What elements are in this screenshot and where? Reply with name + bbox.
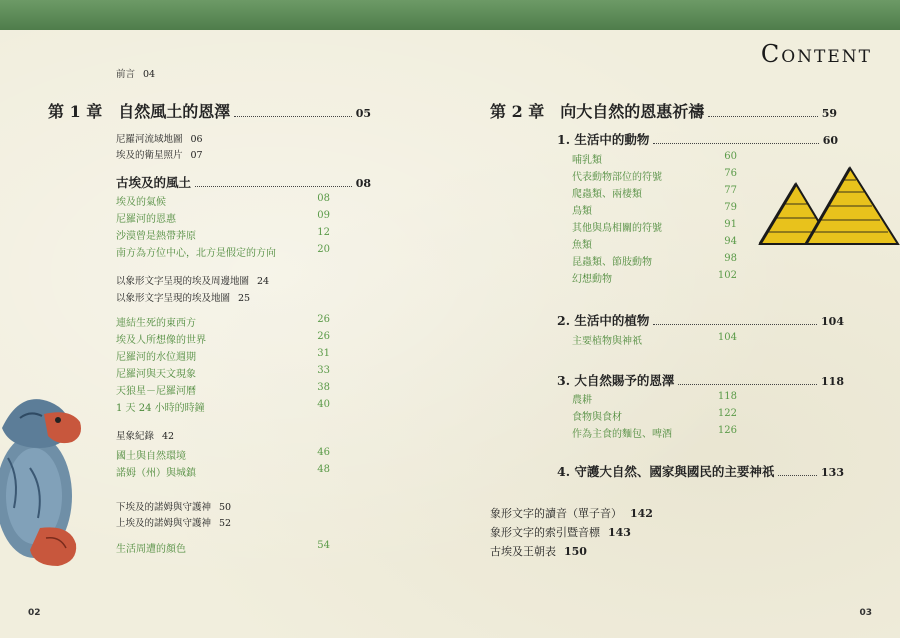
toc-item[interactable] (116, 331, 330, 346)
section-page: 133 (821, 466, 844, 479)
preface-label: 前言 (116, 69, 136, 80)
toc-item-label: 代表動物部位的符號 (572, 172, 662, 183)
dotted-leader (195, 185, 352, 187)
star-record-page: 42 (162, 431, 175, 442)
hiero-map-entry[interactable] (116, 290, 250, 304)
toc-item[interactable] (116, 210, 330, 225)
hiero-map-entry[interactable] (116, 273, 269, 287)
toc-item[interactable] (572, 151, 737, 166)
hiero-map-label: 以象形文字呈現的埃及地圖 (116, 293, 231, 304)
toc-item[interactable] (572, 270, 737, 285)
toc-item-label: 連結生死的東西方 (116, 318, 196, 329)
toc-item-page: 102 (717, 270, 737, 281)
star-record-entry[interactable] (116, 428, 174, 442)
toc-item-label: 尼羅河的恩惠 (116, 214, 176, 225)
toc-item-page: 26 (317, 331, 330, 342)
toc-item-label: 尼羅河與天文現象 (116, 369, 196, 380)
toc-item[interactable] (572, 332, 737, 347)
toc-item-page: 77 (724, 185, 737, 196)
toc-item[interactable] (116, 314, 330, 329)
toc-item-label: 生活周遭的顏色 (116, 544, 186, 555)
toc-item-page: 46 (317, 447, 330, 458)
chapter2-page: 59 (821, 107, 837, 120)
toc-item-page: 26 (317, 314, 330, 325)
toc-item[interactable] (572, 253, 737, 268)
page-number-right: 03 (859, 608, 872, 618)
section-title: 2. 生活中的植物 (557, 313, 650, 328)
hiero-map-page: 24 (257, 276, 270, 287)
map-entry[interactable] (116, 147, 203, 161)
section-page: 104 (821, 315, 844, 328)
toc-item-page: 126 (717, 425, 737, 436)
toc-item[interactable] (572, 168, 737, 183)
toc-item-page: 31 (317, 348, 330, 359)
hiero-map-page: 25 (238, 293, 251, 304)
toc-item-page: 08 (317, 193, 330, 204)
chapter1-label: 第 1 章 (48, 102, 103, 121)
appendix-page: 142 (630, 507, 653, 520)
section-page: 60 (822, 134, 838, 147)
chapter2-title: 向大自然的恩惠祈禱 (560, 102, 705, 121)
nome-gods-entry[interactable] (116, 499, 231, 513)
map-entry-page: 07 (190, 150, 203, 161)
toc-item[interactable] (116, 244, 330, 259)
toc-item-label: 鳥類 (572, 206, 592, 217)
nome-gods-label: 上埃及的諾姆與守護神 (116, 518, 212, 529)
appendix-entry[interactable] (490, 543, 587, 559)
toc-item-page: 76 (724, 168, 737, 179)
toc-item-page: 79 (724, 202, 737, 213)
appendix-entry[interactable] (490, 505, 653, 521)
appendix-label: 古埃及王朝表 (490, 545, 556, 558)
toc-item-page: 20 (317, 244, 330, 255)
toc-item-page: 48 (317, 464, 330, 475)
toc-item-page: 38 (317, 382, 330, 393)
toc-item-page: 118 (717, 391, 737, 402)
dotted-leader (778, 474, 817, 476)
map-entry[interactable] (116, 131, 203, 145)
chapter1-heading[interactable] (48, 99, 371, 122)
dotted-leader (653, 323, 817, 325)
nome-gods-label: 下埃及的諾姆與守護神 (116, 502, 212, 513)
toc-item-label: 哺乳類 (572, 155, 602, 166)
toc-item[interactable] (572, 236, 737, 251)
toc-item-label: 作為主食的麵包、啤酒 (572, 429, 672, 440)
toc-item-label: 主要植物與神祇 (572, 336, 642, 347)
appendix-page: 143 (608, 526, 631, 539)
toc-item-page: 60 (724, 151, 737, 162)
section-title: 3. 大自然賜予的恩澤 (557, 373, 675, 388)
nome-gods-page: 50 (219, 502, 232, 513)
nome-gods-page: 52 (219, 518, 232, 529)
section-heading[interactable] (557, 371, 844, 389)
chapter1-title: 自然風土的恩澤 (118, 102, 231, 121)
pyramids-illustration (758, 162, 900, 248)
toc-item[interactable] (572, 391, 737, 406)
toc-item[interactable] (116, 365, 330, 380)
toc-item[interactable] (116, 399, 330, 414)
appendix-label: 象形文字的索引暨音標 (490, 526, 600, 539)
section-title: 古埃及的風土 (116, 175, 192, 190)
star-record-label: 星象紀錄 (116, 431, 155, 442)
top-banner (0, 0, 900, 30)
appendix-page: 150 (564, 545, 587, 558)
toc-item-page: 12 (317, 227, 330, 238)
baboon-illustration (0, 388, 88, 578)
map-entry-page: 06 (190, 134, 203, 145)
toc-item-label: 1 天 24 小時的時鐘 (116, 403, 205, 414)
page-number-left: 02 (28, 608, 41, 618)
toc-item[interactable] (116, 348, 330, 363)
toc-item-label: 國土與自然環境 (116, 451, 186, 462)
section-title: 1. 生活中的動物 (557, 132, 650, 147)
toc-item-page: 98 (724, 253, 737, 264)
toc-item-page: 33 (317, 365, 330, 376)
toc-item-page: 122 (717, 408, 737, 419)
toc-item-label: 沙漠曾是熱帶莽原 (116, 231, 196, 242)
chapter1-page: 05 (355, 107, 371, 120)
section-page: 08 (355, 177, 371, 190)
toc-item-label: 埃及的氣候 (116, 197, 166, 208)
hiero-map-label: 以象形文字呈現的埃及周邊地圖 (116, 276, 250, 287)
toc-item[interactable] (116, 447, 330, 462)
map-entry-label: 尼羅河流域地圖 (116, 134, 183, 145)
toc-item[interactable] (116, 193, 330, 208)
section-title: 4. 守護大自然、國家與國民的主要神祇 (557, 464, 775, 479)
toc-item[interactable] (116, 464, 330, 479)
map-entry-label: 埃及的衛星照片 (116, 150, 183, 161)
toc-item-page: 94 (724, 236, 737, 247)
section-heading[interactable] (116, 173, 371, 191)
toc-item-label: 食物與食材 (572, 412, 622, 423)
toc-item[interactable] (116, 382, 330, 397)
nome-gods-entry[interactable] (116, 515, 231, 529)
appendix-label: 象形文字的讀音（單子音） (490, 507, 622, 520)
chapter2-label: 第 2 章 (490, 102, 545, 121)
toc-item[interactable] (572, 185, 737, 200)
toc-item-label: 埃及人所想像的世界 (116, 335, 206, 346)
dotted-leader (234, 115, 351, 117)
toc-item[interactable] (572, 425, 737, 440)
toc-item[interactable] (572, 408, 737, 423)
chapter2-heading[interactable] (490, 99, 837, 122)
toc-item-label: 其他與鳥相關的符號 (572, 223, 662, 234)
section-heading[interactable] (557, 311, 844, 329)
content-title: Content (760, 40, 872, 68)
preface-page: 04 (143, 69, 156, 80)
section-heading[interactable] (557, 462, 844, 480)
toc-item-page: 40 (317, 399, 330, 410)
dotted-leader (678, 383, 817, 385)
toc-item[interactable] (116, 540, 330, 555)
preface-entry[interactable] (116, 66, 155, 80)
toc-item-page: 09 (317, 210, 330, 221)
toc-item-label: 幻想動物 (572, 274, 612, 285)
toc-item[interactable] (116, 227, 330, 242)
toc-item-label: 農耕 (572, 395, 592, 406)
toc-item-label: 魚類 (572, 240, 592, 251)
toc-item-label: 南方為方位中心，北方是假定的方向 (116, 248, 276, 259)
appendix-entry[interactable] (490, 524, 631, 540)
dotted-leader (708, 115, 817, 117)
toc-item-label: 尼羅河的水位週期 (116, 352, 196, 363)
section-page: 118 (821, 375, 844, 388)
section-heading[interactable] (557, 130, 838, 148)
toc-item[interactable] (572, 202, 737, 217)
toc-item-label: 爬蟲類、兩棲類 (572, 189, 642, 200)
toc-item-label: 天狼星－尼羅河曆 (116, 386, 196, 397)
dotted-leader (653, 142, 818, 144)
toc-item-label: 昆蟲類、節肢動物 (572, 257, 652, 268)
toc-item-page: 91 (724, 219, 737, 230)
toc-item-page: 54 (317, 540, 330, 551)
toc-item-label: 諾姆（州）與城鎮 (116, 468, 196, 479)
toc-item-page: 104 (717, 332, 737, 343)
toc-item[interactable] (572, 219, 737, 234)
